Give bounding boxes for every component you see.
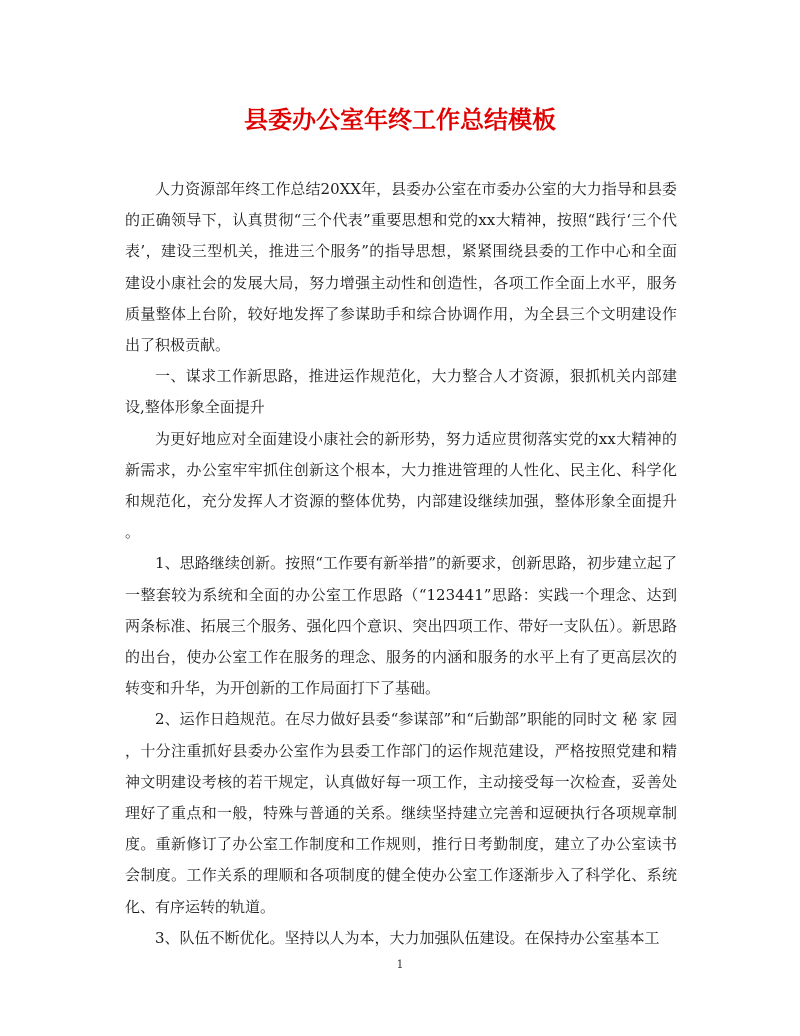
paragraph-section-1: 为更好地应对全面建设小康社会的新形势，努力适应贯彻落实党的xx大精神的新需求，办公室牢牢抓住创新这个根本，大力推进管理的人性化、民主化、科学化和规范化，充分发挥人才资源的整体优势，内部建设继续加强，整体形象全面提升。 [125, 429, 677, 542]
paragraph-intro: 人力资源部年终工作总结20XX年，县委办公室在市委办公室的大力指导和县委的正确领导下，认真贯彻“三个代表”重要思想和党的xx大精神，按照“践行‘三个代表’，建设三型机关，推进三个服务”的指导思想，紧紧围绕县委的工作中心和全面建设小康社会的发展大局，努力增强主动性和创造性，各项工作全面上水平，服务质量整体上台阶，较好地发挥了参谋助手和综合协调作用，为全县三个文明建设作出了积极贡献。 [125, 180, 677, 355]
paragraph-item-1: 1、思路继续创新。按照“工作要有新举措”的新要求，创新思路，初步建立起了一整套较为系统和全面的办公室工作思路（“123441”思路：实践一个理念、达到两条标准、拓展三个服务、强化四个意识、突出四项工作、带好一支队伍）。新思路的出台，使办公室工作在服务的理念、服务的内涵和服务的水平上有了更高层次的转变和升华，为开创新的工作局面打下了基础。 [125, 554, 677, 698]
paragraph-item-2: 2、运作日趋规范。在尽力做好县委“参谋部”和“后勤部”职能的同时文 秘 家 园，十分注重抓好县委办公室作为县委工作部门的运作规范建设，严格按照党建和精神文明建设考核的若干规定，认真做好每一项工作，主动接受每一次检查，妥善处理好了重点和一般，特殊与普通的关系。继续坚持建立完善和逗硬执行各项规章制度。重新修订了办公室工作制度和工作规则，推行日考勤制度，建立了办公室读书会制度。工作关系的理顺和各项制度的健全使办公室工作逐渐步入了科学化、系统化、有序运转的轨道。 [125, 710, 677, 916]
document-title: 县委办公室年终工作总结模板 [244, 105, 556, 134]
paragraph-item-3: 3、队伍不断优化。坚持以人为本，大力加强队伍建设。在保持办公室基本工 [155, 928, 660, 947]
document-body [125, 174, 677, 954]
page-number: 1 [396, 958, 404, 971]
section-heading-1: 一、谋求工作新思路，推进运作规范化，大力整合人才资源，狠抓机关内部建设,整体形象全面提升 [125, 367, 677, 417]
